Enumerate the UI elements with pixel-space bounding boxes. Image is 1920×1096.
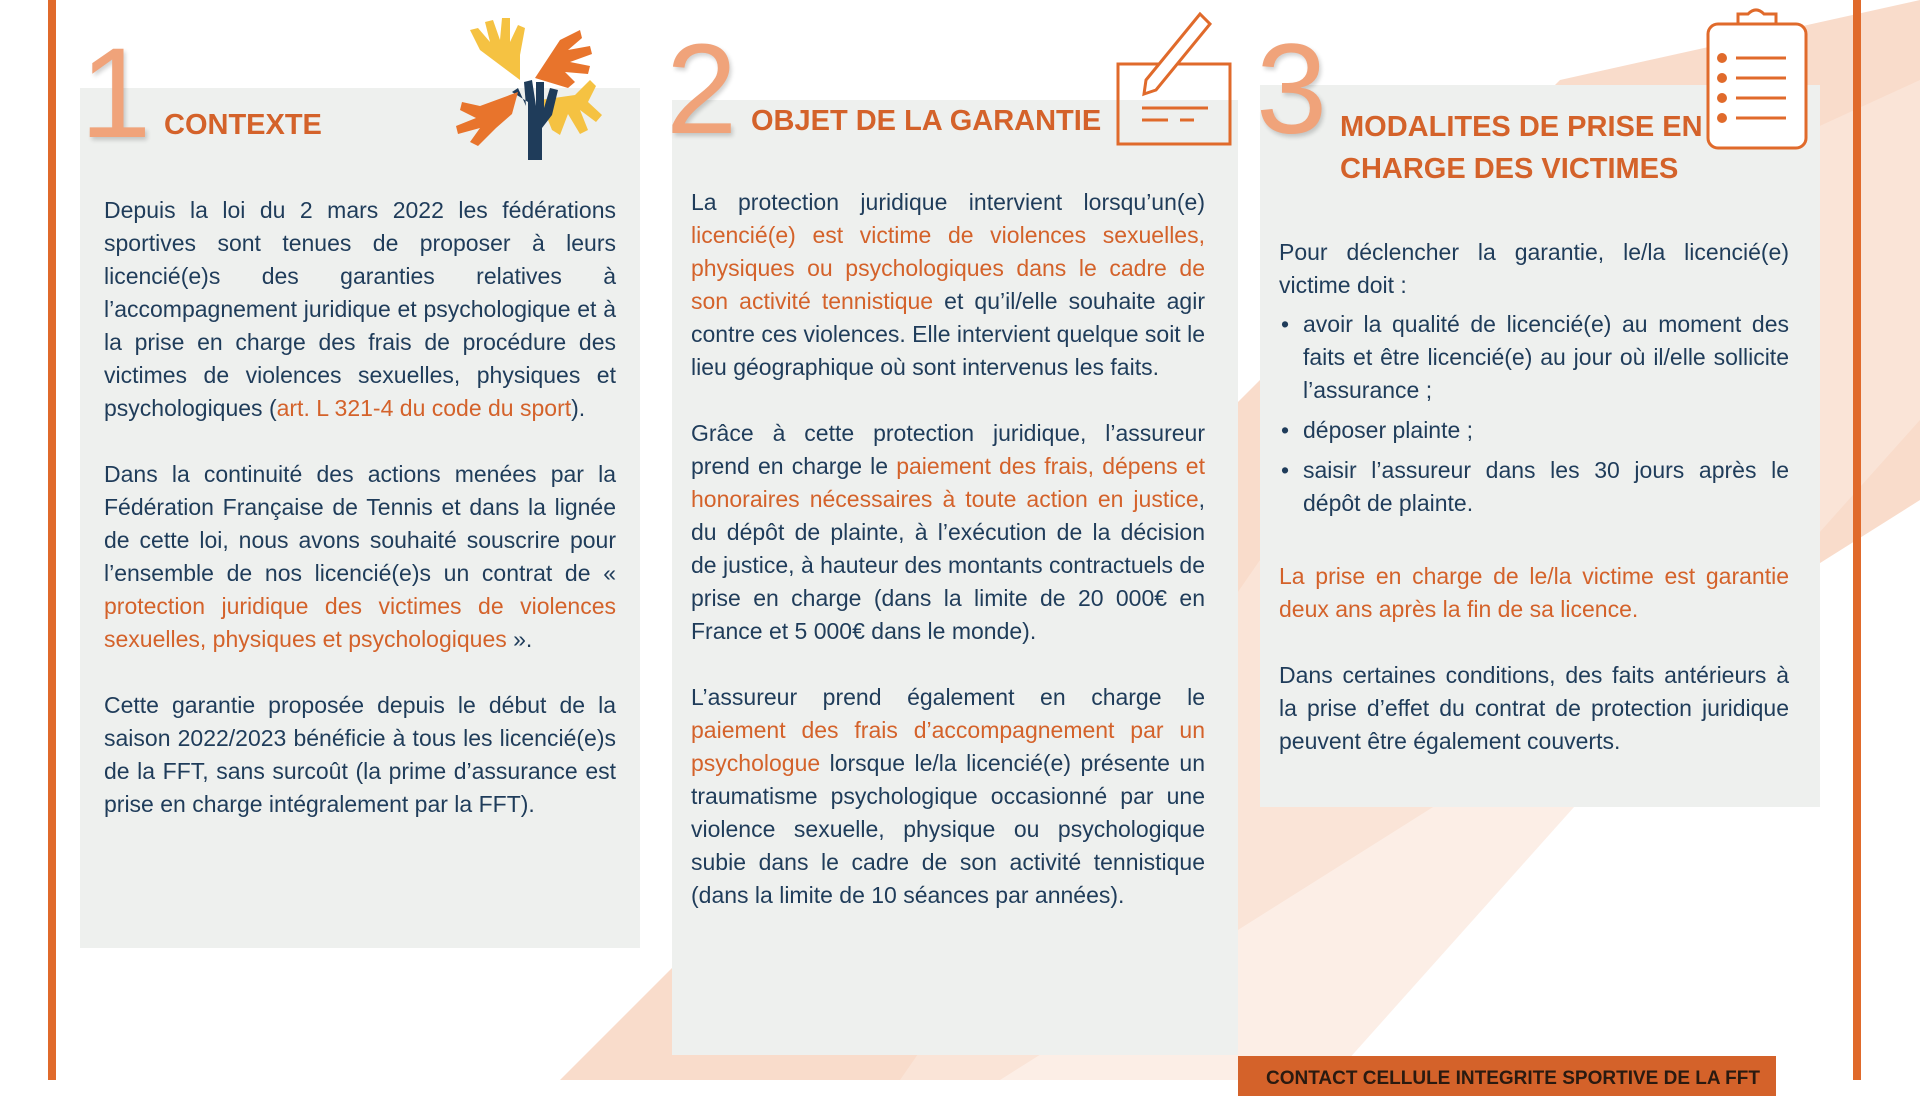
contact-banner: CONTACT CELLULE INTEGRITE SPORTIVE DE LA FFT [1238, 1056, 1776, 1096]
signature-icon [1112, 8, 1240, 148]
list-item: • avoir la qualité de licencié(e) au moment des faits et être licencié(e) au jour où il/elle sollicite l’assurance ; [1303, 308, 1789, 407]
section-2-paragraph-1: La protection juridique intervient lorsqu’un(e) licencié(e) est victime de violences sexuelles, physiques ou psychologiques dans le cadre de son activité tennistique et qu’il/elle souhaite agir contre ces violences. Elle intervient quelque soit le lieu géographique où sont intervenus les faits. [691, 189, 1205, 380]
section-2-title: OBJET DE LA GARANTIE [751, 105, 1102, 137]
list-item: • déposer plainte ; [1303, 414, 1789, 447]
section-1-title: CONTEXTE [164, 109, 322, 141]
fees-coverage-highlight: paiement des frais, dépens et honoraires nécessaires à toute action en justice [691, 453, 1205, 512]
section-3-number: 3 [1256, 18, 1328, 161]
section-3-paragraph-last: Dans certaines conditions, des faits antérieurs à la prise d’effet du contrat de protection juridique peuvent être également couverts. [1279, 662, 1789, 754]
victim-condition-highlight: licencié(e) est victime de violences sexuelles, physiques ou psychologiques dans le cadre de son activité tennistique [691, 222, 1205, 314]
clipboard-icon [1700, 6, 1812, 152]
section-2-paragraph-3: L’assureur prend également en charge le paiement des frais d’accompagnement par un psychologue lorsque le/la licencié(e) présente un traumatisme psychologique occasionné par une violence sexuelle, physique ou psychologique subie dans le cadre de son activité tennistique (dans la limite de 10 séances par années). [691, 684, 1205, 908]
hands-icon [440, 10, 620, 170]
section-3-title: MODALITES DE PRISE EN CHARGE DES VICTIMES [1340, 111, 1703, 186]
section-1-paragraph-3: Cette garantie proposée depuis le début de la saison 2022/2023 bénéficie à tous les licencié(e)s de la FFT, sans surcoût (la prime d’assurance est prise en charge intégralement par la FFT). [104, 692, 616, 817]
guarantee-duration-highlight: La prise en charge de le/la victime est garantie deux ans après la fin de sa licence. [1279, 563, 1789, 622]
section-3-intro: Pour déclencher la garantie, le/la licencié(e) victime doit : [1279, 239, 1789, 298]
code-du-sport-reference: art. L 321-4 du code du sport [276, 395, 572, 421]
section-2-number: 2 [666, 18, 738, 161]
psychologist-coverage-highlight: paiement des frais d’accompagnement par un psychologue [691, 717, 1205, 776]
contract-name-highlight: protection juridique des victimes de violences sexuelles, physiques et psychologiques [104, 593, 616, 652]
section-1-paragraph-1: Depuis la loi du 2 mars 2022 les fédérations sportives sont tenues de proposer à leurs licencié(e)s des garanties relatives à l’accompagnement juridique et psychologique et à la prise en charge des frais de procédure des victimes de violences sexuelles, physiques et psychologiques (art. L 321-4 du code du sport). [104, 197, 616, 421]
section-3-body [1279, 236, 1789, 758]
section-1-paragraph-2: Dans la continuité des actions menées par la Fédération Française de Tennis et dans la lignée de cette loi, nous avons souhaité souscrire pour l’ensemble de nos licencié(e)s un contrat de « protection juridique des victimes de violences sexuelles, physiques et psychologiques ». [104, 461, 616, 652]
section-2-paragraph-2: Grâce à cette protection juridique, l’assureur prend en charge le paiement des frais, dépens et honoraires nécessaires à toute action en justice, du dépôt de plainte, à l’exécution de la décision de justice, à hauteur des montants contractuels de prise en charge (dans la limite de 20 000€ en France et 5 000€ dans le monde). [691, 420, 1205, 644]
frame-left-border [48, 0, 56, 1080]
section-2-body [691, 186, 1205, 912]
conditions-list [1279, 308, 1789, 520]
section-1-number: 1 [80, 22, 152, 165]
section-1-body [104, 194, 616, 821]
frame-right-border [1853, 0, 1861, 1080]
list-item: • saisir l’assureur dans les 30 jours après le dépôt de plainte. [1303, 454, 1789, 520]
